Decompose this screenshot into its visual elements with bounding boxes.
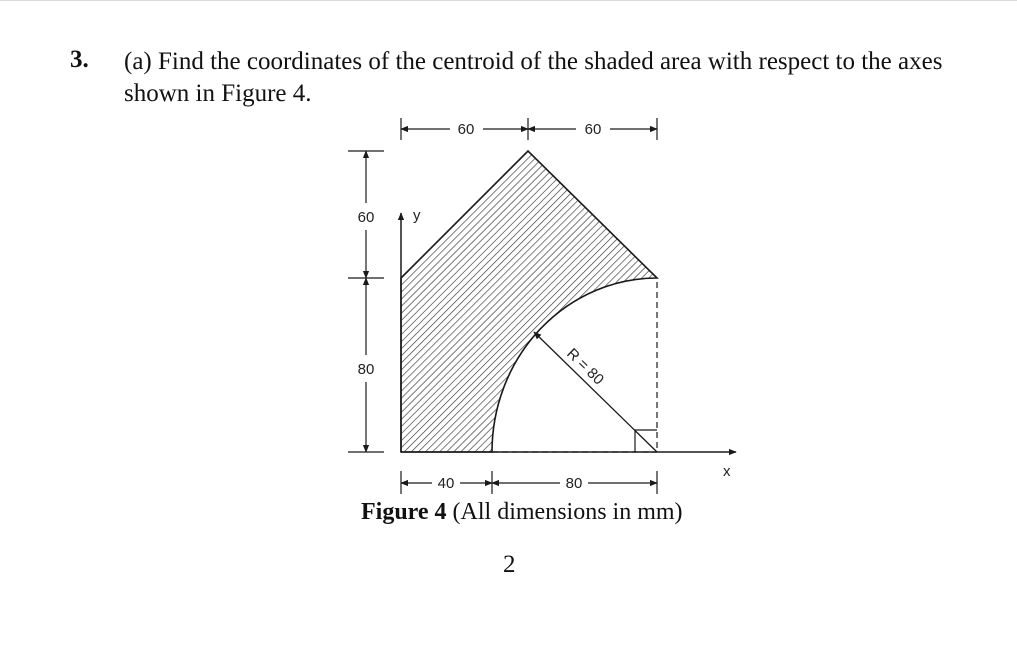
figure-caption-text: (All dimensions in mm): [452, 499, 683, 525]
question-number: 3.: [70, 46, 89, 73]
shaded-area: [401, 151, 657, 452]
dim-bottom-right-label: 80: [565, 475, 583, 492]
dim-top-right-label: 60: [584, 121, 602, 138]
page-number: 2: [503, 551, 516, 578]
radius-line: [534, 332, 657, 452]
x-axis-label: x: [723, 463, 731, 480]
question-text: (a) Find the coordinates of the centroid of the shaded area with respect to the axes shown in Figure 4.: [124, 48, 943, 107]
figure-caption: [361, 499, 683, 526]
dim-left-lower-label: 80: [357, 361, 375, 378]
dim-top-left-label: 60: [457, 121, 475, 138]
dim-bottom-left-label: 40: [437, 475, 455, 492]
y-axis-label: y: [413, 207, 421, 224]
radius-label: R = 80: [563, 345, 608, 389]
figure-caption-label: Figure 4: [361, 499, 447, 525]
dim-left-upper-label: 60: [357, 209, 375, 226]
